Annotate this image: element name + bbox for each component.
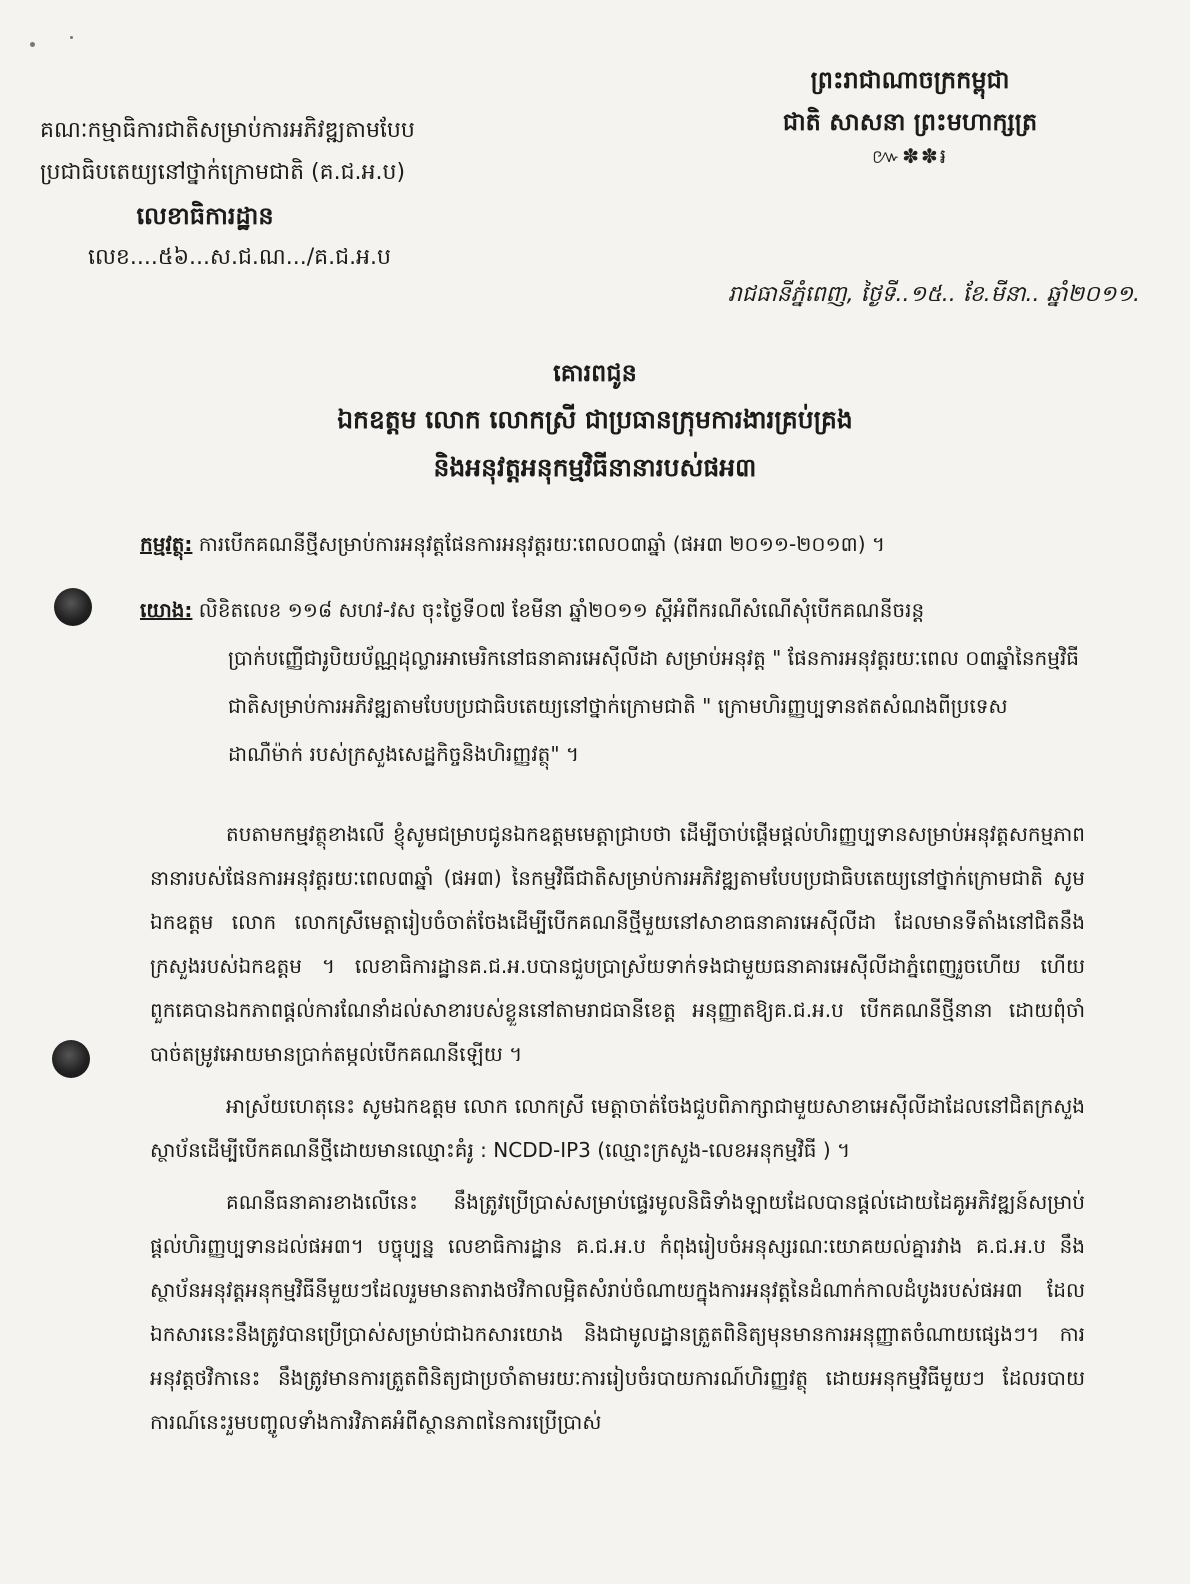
binder-hole-icon xyxy=(52,1040,90,1078)
addressee-line2: និងអនុវត្តអនុកម្មវិធីនានារបស់ផអ៣ xyxy=(433,453,757,482)
ornament-icon: ៚✽✽៛ xyxy=(871,144,949,168)
reference-label: យោង: xyxy=(140,598,193,622)
addressee-line1: ឯកឧត្តម លោក លោកស្រី ជាប្រធានក្រុមការងារគ្រប់គ្រង xyxy=(337,405,853,434)
reference-continuation: ប្រាក់បញ្ញើជារូបិយប័ណ្ណដុល្លារអាមេរិកនៅធនាគារអេស៊ីលីដា សម្រាប់អនុវត្ត " ផែនការអនុវត្តរយៈពេល ០៣ឆ្នាំនៃកម្មវិធីជាតិសម្រាប់ការអភិវឌ្ឍតាមបែបប្រជាធិបតេយ្យនៅថ្នាក់ក្រោមជាតិ " ក្រោមហិរញ្ញប្បទានឥតសំណងពីប្រទេសដាណឺម៉ាក់ របស់ក្រសួងសេដ្ឋកិច្ចនិងហិរញ្ញវត្ថុ" ។ xyxy=(228,646,1079,766)
reference-first-line: លិខិតលេខ ១១៨ សហវ-វស ចុះថ្ងៃទី០៧ ខែមីនា ឆ្នាំ២០១១ ស្តីអំពីករណីសំណើសុំបើកគណនីចរន្ត xyxy=(192,598,925,622)
kingdom-header xyxy=(730,58,1090,170)
committee-name-line1: គណៈកម្មាធិការជាតិសម្រាប់ការអភិវឌ្ឍតាមបែប xyxy=(40,118,415,143)
national-motto: ជាតិ សាសនា ព្រះមហាក្សត្រ xyxy=(782,108,1038,136)
letter-body xyxy=(150,812,1085,1452)
committee-name-line2: ប្រជាធិបតេយ្យនៅថ្នាក់ក្រោមជាតិ (គ.ជ.អ.ប) xyxy=(40,160,406,185)
body-paragraph: គណនីធនាគារខាងលើនេះ នឹងត្រូវប្រើប្រាស់សម្រាប់ផ្ទេរមូលនិធិទាំងឡាយដែលបានផ្តល់ដោយដៃគូអភិវឌ្ឍន៍សម្រាប់ផ្តល់ហិរញ្ញប្បទានដល់ផអ៣។ បច្ចុប្បន្ន លេខាធិការដ្ឋាន គ.ជ.អ.ប កំពុងរៀបចំអនុស្សរណៈយោគយល់គ្នារវាង គ.ជ.អ.ប នឹងស្ថាប័នអនុវត្តអនុកម្មវិធីនីមួយៗដែលរួមមានតារាងថវិកាលម្អិតសំរាប់ចំណាយក្នុងការអនុវត្តនៃដំណាក់កាលដំបូងរបស់ផអ៣ ដែលឯកសារនេះនឹងត្រូវបានប្រើប្រាស់សម្រាប់ជាឯកសារយោង និងជាមូលដ្ឋានត្រួតពិនិត្យមុនមានការអនុញ្ញាតចំណាយផ្សេងៗ។ ការអនុវត្តថវិកានេះ នឹងត្រូវមានការត្រួតពិនិត្យជាប្រចាំតាមរយៈការរៀបចំរបាយការណ៍ហិរញ្ញវត្ថុ ដោយអនុកម្មវិធីមួយៗ ដែលរបាយការណ៍នេះរួមបញ្ចូលទាំងការវិភាគអំពីស្ថានភាពនៃការប្រើប្រាស់ xyxy=(150,1190,1085,1434)
body-paragraph: តបតាមកម្មវត្ថុខាងលើ ខ្ញុំសូមជម្រាបជូនឯកឧត្តមមេត្តាជ្រាបថា ដើម្បីចាប់ផ្តើមផ្តល់ហិរញ្ញប្បទានសម្រាប់អនុវត្តសកម្មភាពនានារបស់ផែនការអនុវត្តរយៈពេល៣ឆ្នាំ (ផអ៣) នៃកម្មវិធីជាតិសម្រាប់ការអភិវឌ្ឍតាមបែបប្រជាធិបតេយ្យនៅថ្នាក់ក្រោមជាតិ សូមឯកឧត្តម លោក លោកស្រីមេត្តារៀបចំចាត់ចែងដើម្បីបើកគណនីថ្មីមួយនៅសាខាធនាគារអេស៊ីលីដា ដែលមានទីតាំងនៅជិតនឹងក្រសួងរបស់ឯកឧត្តម ។ លេខាធិការដ្ឋានគ.ជ.អ.បបានជួបប្រាស្រ័យទាក់ទងជាមួយធនាគារអេស៊ីលីដាភ្នំពេញរួចហើយ ហើយពួកគេបានឯកភាពផ្តល់ការណែនាំដល់សាខារបស់ខ្លួននៅតាមរាជធានីខេត្ត អនុញ្ញាតឱ្យគ.ជ.អ.ប បើកគណនីថ្មីនានា ដោយពុំចាំបាច់តម្រូវអោយមានប្រាក់តម្កល់បើកគណនីឡើយ ។ xyxy=(150,822,1085,1066)
salutation: គោរពជូន xyxy=(553,359,637,387)
date-line: រាជធានីភ្នំពេញ, ថ្ងៃទី..១៥.. ខែ.មីនា.. ឆ្នាំ២០១១. xyxy=(727,282,1140,307)
subject-text: ការបើកគណនីថ្មីសម្រាប់ការអនុវត្តផែនការអនុវត្តរយៈពេល០៣ឆ្នាំ (ផអ៣ ២០១១-២០១៣) ។ xyxy=(192,532,886,556)
addressee-block xyxy=(0,350,1190,492)
reference-block xyxy=(140,586,1080,778)
scan-speck xyxy=(70,36,73,39)
issuing-authority xyxy=(40,110,510,278)
subject-line xyxy=(140,524,1080,564)
binder-hole-icon xyxy=(54,588,92,626)
subject-label: កម្មវត្ថុ: xyxy=(140,532,193,556)
secretariat-label: លេខាធិការដ្ឋាន xyxy=(136,202,274,230)
body-paragraph: អាស្រ័យហេតុនេះ សូមឯកឧត្តម លោក លោកស្រី មេត្តាចាត់ចែងជួបពិភាក្សាជាមួយសាខាអេស៊ីលីដាដែលនៅជិតក្រសួង ស្ថាប័នដើម្បីបើកគណនីថ្មីដោយមានឈ្មោះគំរូ : NCDD-IP3 (ឈ្មោះក្រសួង-លេខអនុកម្មវិធី ) ។ xyxy=(150,1094,1085,1162)
scan-speck xyxy=(30,42,35,47)
kingdom-title: ព្រះរាជាណាចក្រកម្ពុជា xyxy=(810,66,1010,94)
document-number: លេខ....៥៦...ស.ជ.ណ.../គ.ជ.អ.ប xyxy=(88,245,391,270)
